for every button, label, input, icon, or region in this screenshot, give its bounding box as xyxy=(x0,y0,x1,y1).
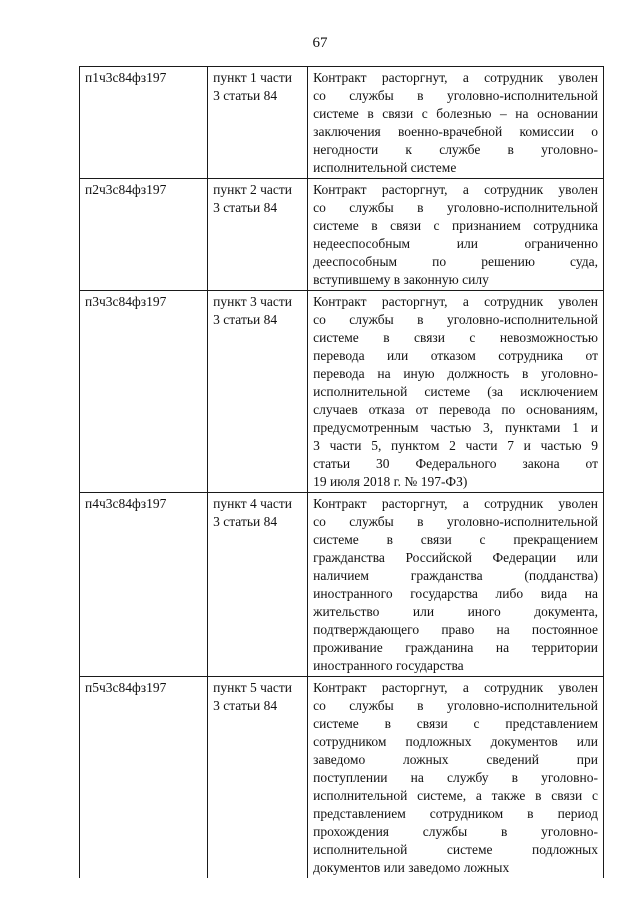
description-line: иностранного государства либо вида на xyxy=(313,586,598,601)
table-row xyxy=(80,677,604,879)
reference-line: 3 статьи 84 xyxy=(213,200,278,215)
page-number: 67 xyxy=(312,35,328,51)
description-cell xyxy=(308,291,604,493)
description-line: случаев отказа от перевода по основаниям, xyxy=(313,402,598,417)
description-line: 3 части 5, пунктом 2 части 7 и частью 9 xyxy=(313,438,598,453)
description-line: Контракт расторгнут, а сотрудник уволен xyxy=(313,294,598,309)
description-line: заключения военно-врачебной комиссии о xyxy=(313,124,598,139)
description-line: недееспособным или ограниченно xyxy=(313,236,598,251)
description-cell xyxy=(308,179,604,291)
description-line: 19 июля 2018 г. № 197-ФЗ) xyxy=(313,474,468,489)
description-line: проживание гражданина на территории xyxy=(313,640,598,655)
reference-line: пункт 4 части xyxy=(213,496,293,511)
description-line: негодности к службе в уголовно- xyxy=(313,142,598,157)
description-line: документов или заведомо ложных xyxy=(313,860,510,875)
code-cell: п5ч3с84фз197 xyxy=(80,677,208,879)
code-cell: п1ч3с84фз197 xyxy=(80,67,208,179)
description-line: сотрудником подложных документов или xyxy=(313,734,598,749)
code-cell: п3ч3с84фз197 xyxy=(80,291,208,493)
reference-cell xyxy=(208,67,308,179)
description-line: статьи 30 Федерального закона от xyxy=(313,456,598,471)
table-row xyxy=(80,493,604,677)
description-line: дееспособным по решению суда, xyxy=(313,254,598,269)
reference-line: пункт 5 части xyxy=(213,680,293,695)
description-line: перевода на иную должность в уголовно- xyxy=(313,366,598,381)
description-line: наличием гражданства (подданства) xyxy=(313,568,598,583)
description-line: исполнительной системе подложных xyxy=(313,842,598,857)
description-line: со службы в уголовно-исполнительной xyxy=(313,200,598,215)
description-line: исполнительной системе (за исключением xyxy=(313,384,598,399)
reference-line: пункт 1 части xyxy=(213,70,293,85)
description-line: гражданства Российской Федерации или xyxy=(313,550,598,565)
reference-cell xyxy=(208,493,308,677)
description-line: исполнительной системе, а также в связи с xyxy=(313,788,598,803)
description-line: со службы в уголовно-исполнительной xyxy=(313,698,598,713)
description-line: системе в связи с признанием сотрудника xyxy=(313,218,598,233)
reference-line: 3 статьи 84 xyxy=(213,514,278,529)
description-line: Контракт расторгнут, а сотрудник уволен xyxy=(313,182,598,197)
reference-cell xyxy=(208,179,308,291)
description-line: прохождения службы в уголовно- xyxy=(313,824,598,839)
description-line: системе в связи с прекращением xyxy=(313,532,598,547)
code-cell: п4ч3с84фз197 xyxy=(80,493,208,677)
dismissal-grounds-table xyxy=(79,66,604,878)
table-row xyxy=(80,67,604,179)
reference-line: 3 статьи 84 xyxy=(213,88,278,103)
description-line: со службы в уголовно-исполнительной xyxy=(313,312,598,327)
table-row xyxy=(80,291,604,493)
reference-cell xyxy=(208,291,308,493)
description-line: Контракт расторгнут, а сотрудник уволен xyxy=(313,70,598,85)
reference-line: 3 статьи 84 xyxy=(213,698,278,713)
description-line: заведомо ложных сведений при xyxy=(313,752,598,767)
description-line: со службы в уголовно-исполнительной xyxy=(313,88,598,103)
reference-cell xyxy=(208,677,308,879)
description-line: системе в связи с представлением xyxy=(313,716,598,731)
description-line: подтверждающего право на постоянное xyxy=(313,622,598,637)
description-line: иностранного государства xyxy=(313,658,464,673)
description-line: со службы в уголовно-исполнительной xyxy=(313,514,598,529)
reference-line: пункт 2 части xyxy=(213,182,293,197)
code-cell: п2ч3с84фз197 xyxy=(80,179,208,291)
description-cell xyxy=(308,67,604,179)
description-line: вступившему в законную силу xyxy=(313,272,489,287)
description-line: системе в связи с болезнью – на основании xyxy=(313,106,598,121)
description-line: системе в связи с невозможностью xyxy=(313,330,598,345)
description-line: Контракт расторгнут, а сотрудник уволен xyxy=(313,680,598,695)
description-line: предусмотренным частью 3, пунктами 1 и xyxy=(313,420,598,435)
reference-line: пункт 3 части xyxy=(213,294,293,309)
reference-line: 3 статьи 84 xyxy=(213,312,278,327)
description-line: исполнительной системе xyxy=(313,160,457,175)
description-line: Контракт расторгнут, а сотрудник уволен xyxy=(313,496,598,511)
description-line: представлением сотрудником в период xyxy=(313,806,598,821)
description-line: жительство или иного документа, xyxy=(313,604,598,619)
description-line: поступлении на службу в уголовно- xyxy=(313,770,598,785)
description-cell xyxy=(308,677,604,879)
table-body xyxy=(80,67,604,879)
description-line: перевода или отказом сотрудника от xyxy=(313,348,598,363)
table-row xyxy=(80,179,604,291)
description-cell xyxy=(308,493,604,677)
